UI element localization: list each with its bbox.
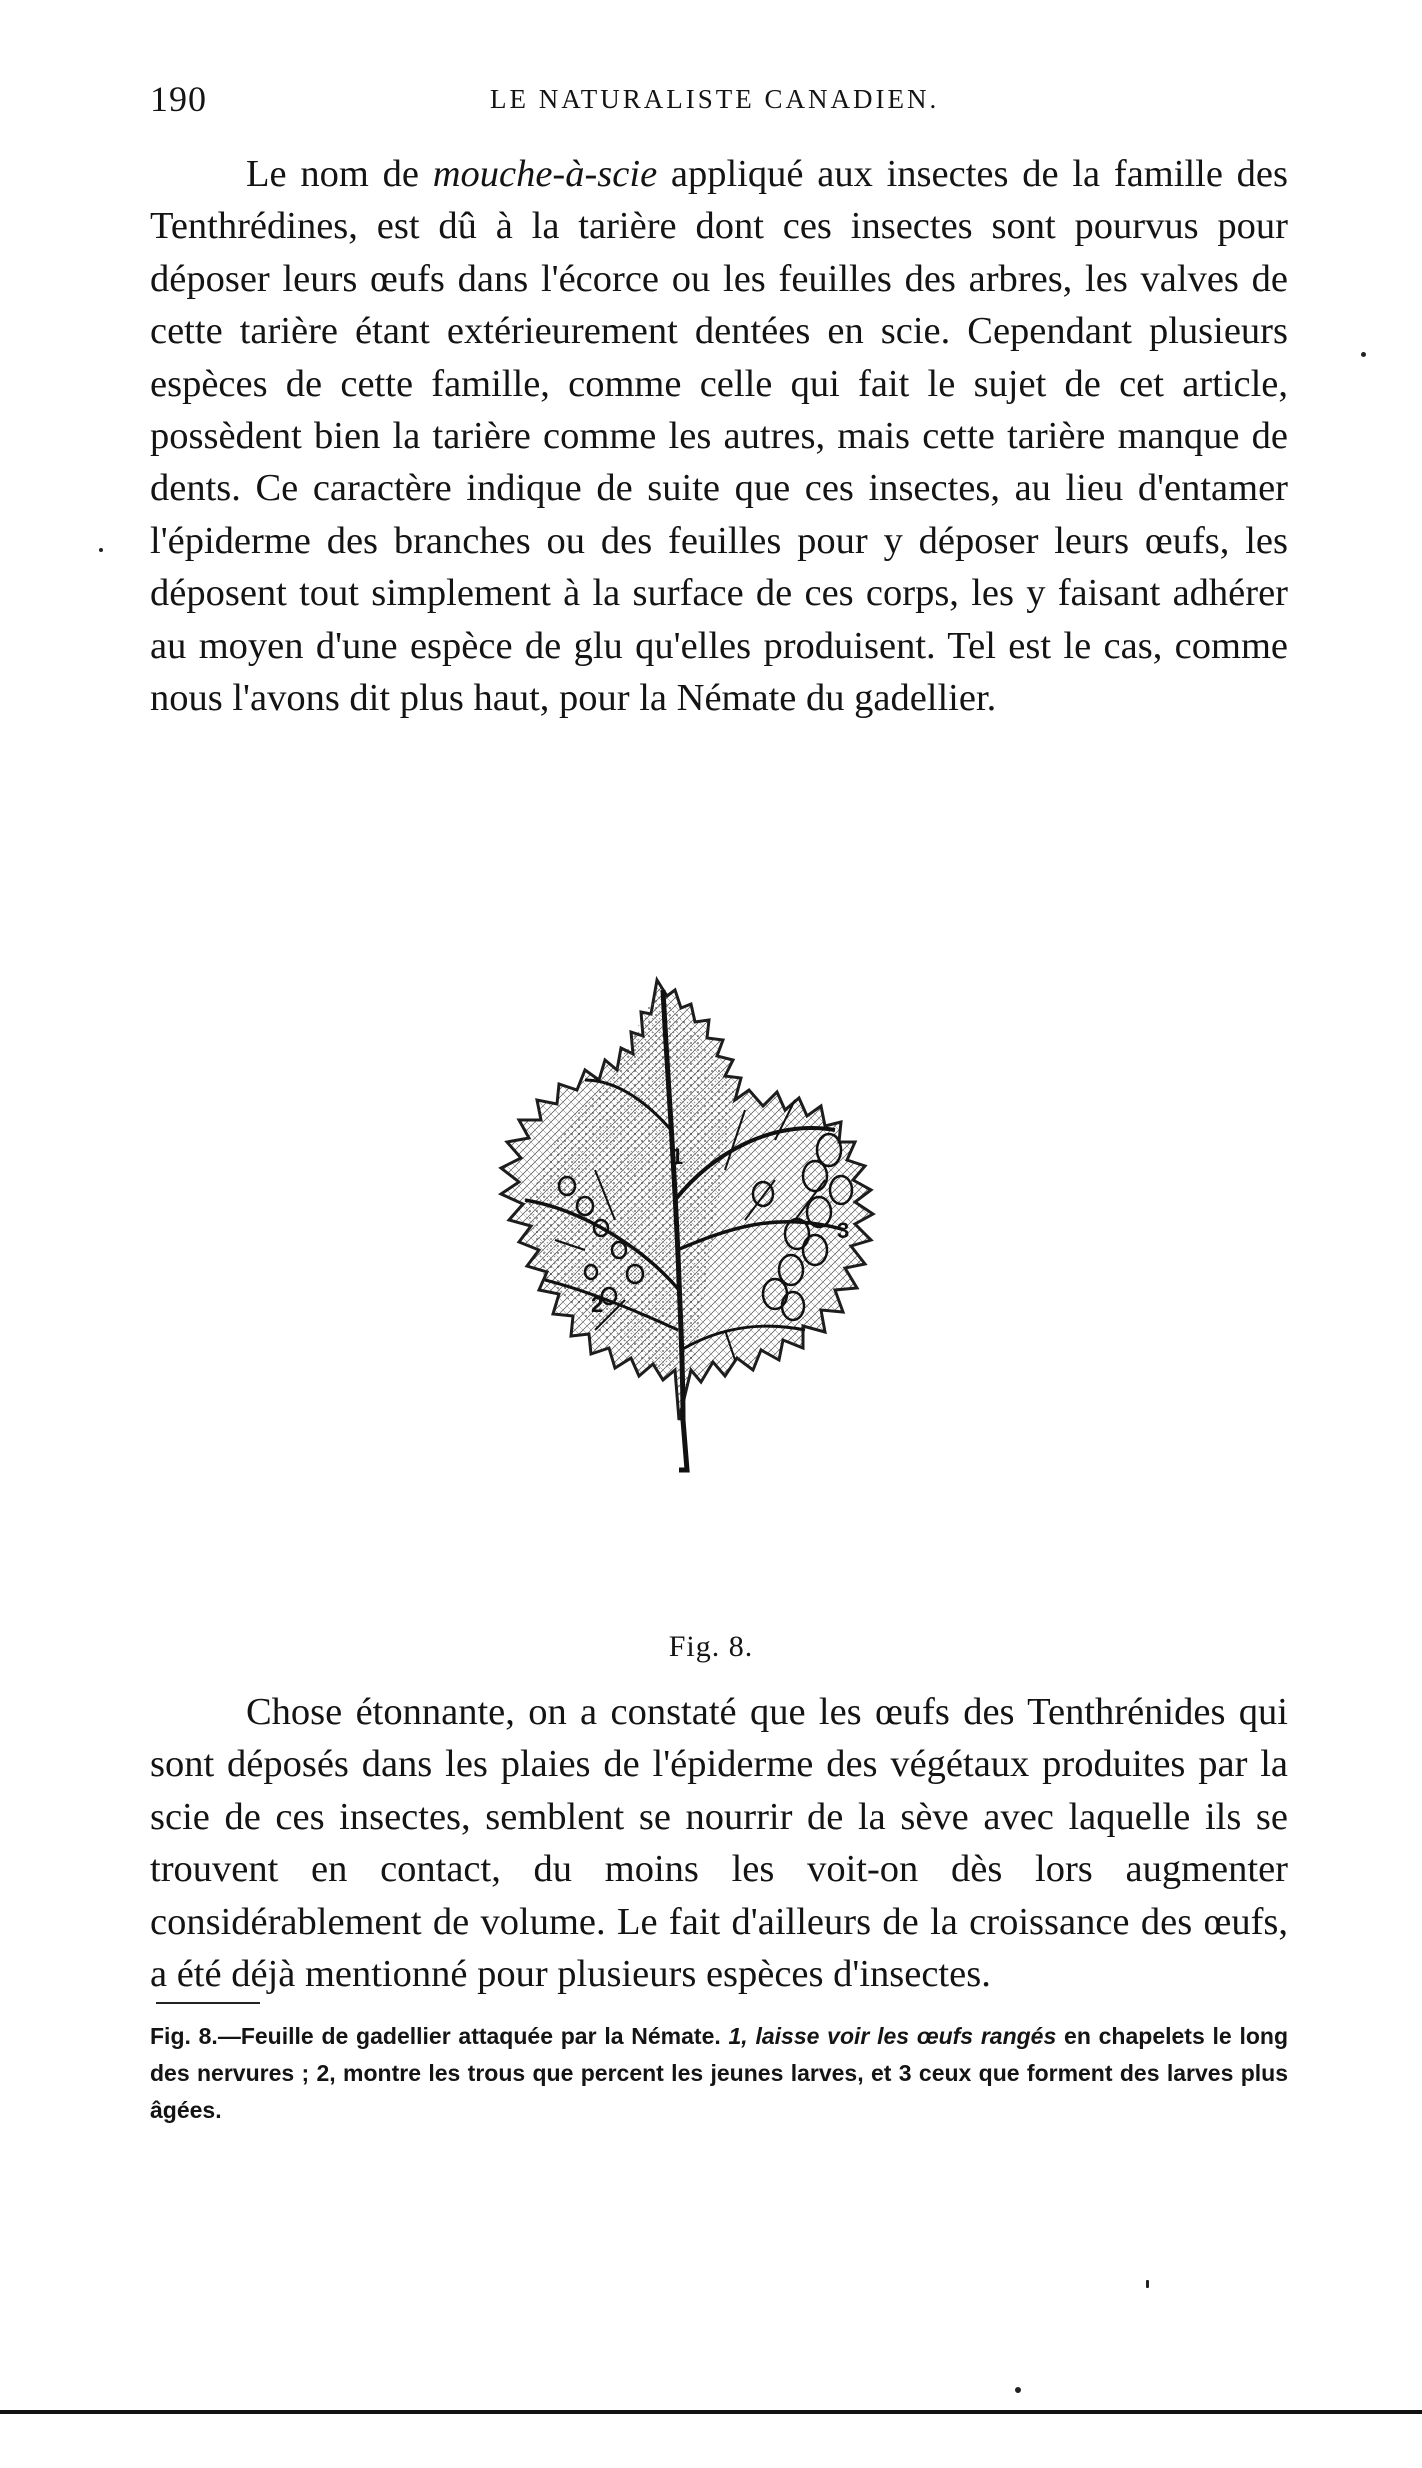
page-number: 190: [150, 79, 207, 119]
paragraph-1-italic-term: mouche-à-scie: [432, 153, 658, 195]
figure-label-3: 3: [837, 1218, 850, 1243]
ink-speck: [1361, 352, 1366, 357]
footnote-rest: en chapelets le long des nervures ; 2, montre les trous que percent les jeunes larves, et 3 ceux que forment des larves plus âgées.: [150, 2023, 1288, 2123]
page-bottom-rule: [0, 2410, 1422, 2414]
figure-label-1: 1: [671, 1144, 684, 1169]
footnote-italic: 1, laisse voir les œufs rangés: [720, 2023, 1057, 2049]
journal-title: LE NATURALISTE CANADIEN.: [490, 84, 940, 114]
paragraph-1-start: Le nom de: [246, 153, 433, 195]
footnote-lead: Fig. 8.—Feuille de gadellier attaquée par la Némate.: [150, 2023, 721, 2049]
figure-label-2: 2: [591, 1292, 604, 1317]
paragraph-2: Chose étonnante, on a constaté que les œufs des Tenthrénides qui sont déposés dans les plaies de l'épiderme des végétaux produites par la scie de ces insectes, semblent se nourrir de la sève avec laquelle ils se trouvent en contact, du moins les voit-on dès lors augmenter considérablement de volume. Le fait d'ailleurs de la croissance des œufs, a été déjà mentionné pour plusieurs espèces d'insectes.: [150, 1691, 1288, 1996]
leaf-illustration: [395, 950, 1005, 1640]
footnote: [150, 2018, 1288, 2129]
paragraph-1-rest: appliqué aux insectes de la famille des Tenthrédines, est dû à la tarière dont ces insectes sont pourvus pour déposer leurs œufs dans l'écorce ou les feuilles des arbres, les valves de cette tarière étant extérieurement dentées en scie. Cependant plusieurs espèces de cette famille, comme celle qui fait le sujet de cet article, possèdent bien la tarière comme les autres, mais cette tarière manque de dents. Ce caractère indique de suite que ces insectes, au lieu d'entamer l'épiderme des branches ou des feuilles pour y déposer leurs œufs, les déposent tout simplement à la surface de ces corps, les y faisant adhérer au moyen d'une espèce de glu qu'elles produisent. Tel est le cas, comme nous l'avons dit plus haut, pour la Némate du gadellier.: [150, 153, 1289, 720]
figure-caption: Fig. 8.: [668, 1630, 754, 1663]
paragraph-1: [150, 148, 1288, 724]
running-head: [150, 78, 1280, 118]
ink-speck: [99, 548, 103, 552]
footnote-rule: [156, 2002, 260, 2004]
ink-speck: [1015, 2387, 1021, 2393]
leaf-figure: [395, 950, 1005, 1640]
ink-speck: [1146, 2280, 1149, 2288]
